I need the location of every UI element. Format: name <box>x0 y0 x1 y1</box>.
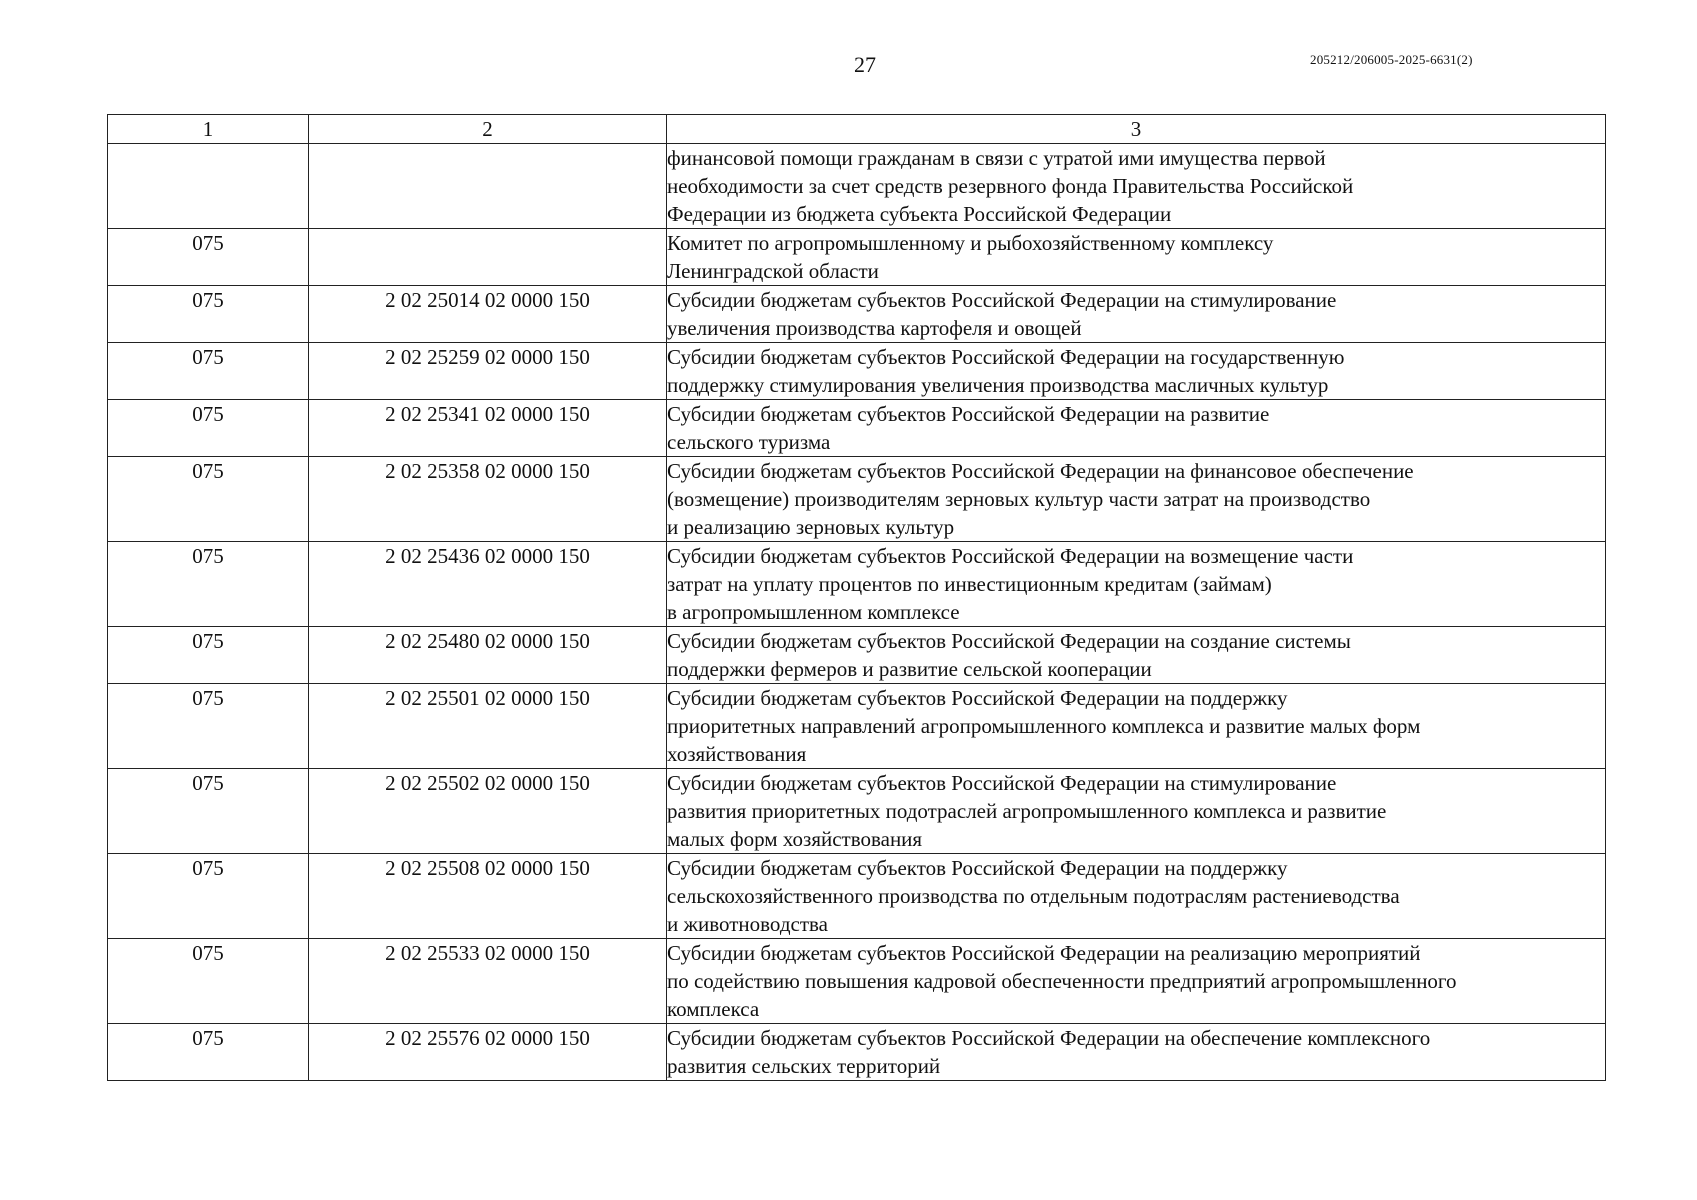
column-header-1: 1 <box>108 115 309 144</box>
admin-code-cell: 075 <box>108 457 309 542</box>
table-row <box>108 400 1606 457</box>
revenue-name-line: Субсидии бюджетам субъектов Российской Федерации на стимулирование <box>667 771 1337 795</box>
budget-code-cell: 2 02 25436 02 0000 150 <box>309 542 667 627</box>
admin-code-cell <box>108 144 309 229</box>
revenue-name-line: поддержку стимулирования увеличения производства масличных культур <box>667 373 1329 397</box>
budget-code-cell: 2 02 25014 02 0000 150 <box>309 286 667 343</box>
admin-code-cell: 075 <box>108 1024 309 1081</box>
revenue-name-cell <box>667 229 1606 286</box>
revenue-name-cell <box>667 684 1606 769</box>
budget-code-cell: 2 02 25358 02 0000 150 <box>309 457 667 542</box>
budget-code-cell: 2 02 25576 02 0000 150 <box>309 1024 667 1081</box>
revenue-name-line: затрат на уплату процентов по инвестиционным кредитам (займам) <box>667 572 1272 596</box>
table-row <box>108 286 1606 343</box>
revenue-name-line: Комитет по агропромышленному и рыбохозяйственному комплексу <box>667 231 1274 255</box>
revenue-name-line: сельскохозяйственного производства по отдельным подотраслям растениеводства <box>667 884 1400 908</box>
revenue-name-line: необходимости за счет средств резервного фонда Правительства Российской <box>667 174 1354 198</box>
revenue-name-line: малых форм хозяйствования <box>667 827 923 851</box>
revenue-name-line: Субсидии бюджетам субъектов Российской Федерации на обеспечение комплексного <box>667 1026 1431 1050</box>
revenue-name-line: Субсидии бюджетам субъектов Российской Федерации на развитие <box>667 402 1270 426</box>
budget-classification-table <box>107 114 1606 1081</box>
revenue-name-line: увеличения производства картофеля и овощей <box>667 316 1082 340</box>
revenue-name-line: Субсидии бюджетам субъектов Российской Федерации на поддержку <box>667 686 1288 710</box>
table-row <box>108 229 1606 286</box>
admin-code-cell: 075 <box>108 400 309 457</box>
revenue-name-line: и реализацию зерновых культур <box>667 515 955 539</box>
table-row <box>108 854 1606 939</box>
revenue-name-line: и животноводства <box>667 912 828 936</box>
admin-code-cell: 075 <box>108 627 309 684</box>
revenue-name-line: Субсидии бюджетам субъектов Российской Федерации на реализацию мероприятий <box>667 941 1421 965</box>
admin-code-cell: 075 <box>108 229 309 286</box>
admin-code-cell: 075 <box>108 542 309 627</box>
revenue-name-line: Субсидии бюджетам субъектов Российской Федерации на стимулирование <box>667 288 1337 312</box>
revenue-name-line: Субсидии бюджетам субъектов Российской Федерации на поддержку <box>667 856 1288 880</box>
revenue-name-line: финансовой помощи гражданам в связи с утратой ими имущества первой <box>667 146 1326 170</box>
budget-code-cell: 2 02 25480 02 0000 150 <box>309 627 667 684</box>
admin-code-cell: 075 <box>108 286 309 343</box>
revenue-name-line: сельского туризма <box>667 430 831 454</box>
revenue-name-cell <box>667 769 1606 854</box>
column-header-3: 3 <box>667 115 1606 144</box>
table-header-row <box>108 115 1606 144</box>
column-header-2: 2 <box>309 115 667 144</box>
budget-code-cell: 2 02 25341 02 0000 150 <box>309 400 667 457</box>
page-number: 27 <box>854 52 876 77</box>
revenue-name-cell <box>667 939 1606 1024</box>
table-row <box>108 343 1606 400</box>
budget-code-cell <box>309 144 667 229</box>
admin-code-cell: 075 <box>108 343 309 400</box>
budget-code-cell: 2 02 25533 02 0000 150 <box>309 939 667 1024</box>
revenue-name-cell <box>667 286 1606 343</box>
admin-code-cell: 075 <box>108 939 309 1024</box>
revenue-name-line: Субсидии бюджетам субъектов Российской Федерации на возмещение части <box>667 544 1354 568</box>
revenue-name-cell <box>667 457 1606 542</box>
revenue-name-cell <box>667 854 1606 939</box>
revenue-name-line: поддержки фермеров и развитие сельской кооперации <box>667 657 1152 681</box>
revenue-name-cell <box>667 400 1606 457</box>
budget-code-cell <box>309 229 667 286</box>
revenue-name-line: Субсидии бюджетам субъектов Российской Федерации на финансовое обеспечение <box>667 459 1414 483</box>
revenue-name-line: Субсидии бюджетам субъектов Российской Федерации на государственную <box>667 345 1345 369</box>
revenue-name-cell <box>667 1024 1606 1081</box>
revenue-name-cell <box>667 144 1606 229</box>
revenue-name-cell <box>667 542 1606 627</box>
revenue-name-line: приоритетных направлений агропромышленного комплекса и развитие малых форм <box>667 714 1421 738</box>
budget-code-cell: 2 02 25501 02 0000 150 <box>309 684 667 769</box>
revenue-name-line: Ленинградской области <box>667 259 879 283</box>
revenue-name-line: развития приоритетных подотраслей агропромышленного комплекса и развитие <box>667 799 1387 823</box>
table-row <box>108 769 1606 854</box>
revenue-name-line: Субсидии бюджетам субъектов Российской Федерации на создание системы <box>667 629 1351 653</box>
table-body <box>108 144 1606 1081</box>
table-row <box>108 939 1606 1024</box>
table-row <box>108 542 1606 627</box>
budget-code-cell: 2 02 25508 02 0000 150 <box>309 854 667 939</box>
revenue-name-line: Федерации из бюджета субъекта Российской Федерации <box>667 202 1172 226</box>
table-row <box>108 457 1606 542</box>
admin-code-cell: 075 <box>108 684 309 769</box>
table-row <box>108 1024 1606 1081</box>
table-row <box>108 144 1606 229</box>
revenue-name-line: по содействию повышения кадровой обеспеченности предприятий агропромышленного <box>667 969 1457 993</box>
table-row <box>108 627 1606 684</box>
revenue-name-line: в агропромышленном комплексе <box>667 600 960 624</box>
revenue-name-line: хозяйствования <box>667 742 807 766</box>
budget-code-cell: 2 02 25259 02 0000 150 <box>309 343 667 400</box>
admin-code-cell: 075 <box>108 854 309 939</box>
budget-code-cell: 2 02 25502 02 0000 150 <box>309 769 667 854</box>
revenue-name-cell <box>667 627 1606 684</box>
revenue-name-cell <box>667 343 1606 400</box>
revenue-name-line: комплекса <box>667 997 760 1021</box>
table-row <box>108 684 1606 769</box>
admin-code-cell: 075 <box>108 769 309 854</box>
revenue-name-line: (возмещение) производителям зерновых культур части затрат на производство <box>667 487 1371 511</box>
document-code: 205212/206005-2025-6631(2) <box>1310 52 1473 67</box>
revenue-name-line: развития сельских территорий <box>667 1054 941 1078</box>
